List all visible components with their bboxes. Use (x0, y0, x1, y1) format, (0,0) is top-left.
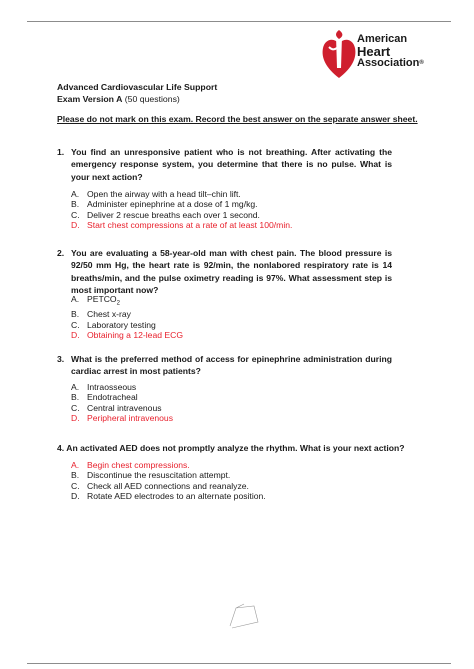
exam-question-count: (50 questions) (122, 94, 180, 104)
bottom-rule (27, 663, 451, 664)
question-text: You are evaluating a 58-year-old man with chest pain. The blood pressure is 92/50 mm Hg, the heart rate is 92/min, the nonlabored respiratory rate is 14 breaths/min, and the pulse oximetry reading is 97%. What assessment step is most important now? (71, 248, 392, 296)
option-a[interactable]: A. $PETCO_2$ (71, 294, 120, 307)
question-number: 4. (57, 443, 65, 453)
pen-scribble-mark (224, 600, 264, 632)
question-4 (57, 443, 404, 453)
option-d-correct[interactable]: D. Start chest compressions at a rate of at least 100/min. (71, 220, 293, 231)
question-number: 1. (57, 147, 65, 157)
option-b[interactable]: B. Chest x-ray (71, 309, 131, 320)
question-2-options (71, 294, 183, 340)
question-4-options (71, 460, 266, 502)
question-text: An activated AED does not promptly analyze the rhythm. What is your next action? (66, 443, 405, 453)
logo-line-2: Heart (357, 44, 391, 59)
question-1-options (71, 189, 292, 231)
option-b[interactable]: B. Discontinue the resuscitation attempt. (71, 470, 231, 481)
exam-instruction: Please do not mark on this exam. Record the best answer on the separate answer sheet. (57, 114, 418, 124)
option-d-correct[interactable]: D. Peripheral intravenous (71, 413, 173, 424)
question-number: 3. (57, 354, 65, 364)
option-b[interactable]: B. Administer epinephrine at a dose of 1 mg/kg. (71, 199, 258, 210)
question-number: 2. (57, 248, 65, 258)
question-3 (57, 353, 392, 378)
option-c[interactable]: C. Deliver 2 rescue breaths each over 1 second. (71, 209, 260, 220)
top-rule (27, 21, 451, 22)
registered-mark: ® (419, 60, 424, 66)
aha-wordmark (357, 34, 424, 69)
exam-version-label: Exam Version A (57, 94, 123, 104)
option-b[interactable]: B. Endotracheal (71, 392, 138, 403)
logo-line-1: American (357, 33, 408, 45)
course-title: Advanced Cardiovascular Life Support (57, 82, 218, 92)
question-1 (57, 146, 392, 183)
question-2 (57, 247, 392, 297)
question-text: You find an unresponsive patient who is not breathing. After activating the emergency response system, you determine that there is no pulse. What is your next action? (71, 147, 392, 182)
question-text: What is the preferred method of access for epinephrine administration during cardiac arrest in most patients? (71, 354, 392, 377)
logo-line-3: Association (357, 57, 420, 69)
option-a-correct[interactable]: A. Begin chest compressions. (71, 460, 190, 470)
option-c[interactable]: C. Laboratory testing (71, 319, 156, 330)
exam-version (57, 94, 180, 104)
question-3-options (71, 382, 173, 424)
option-d[interactable]: D. Rotate AED electrodes to an alternate position. (71, 491, 266, 502)
option-a[interactable]: A. Intraosseous (71, 382, 137, 392)
option-c[interactable]: C. Central intravenous (71, 402, 162, 413)
option-a[interactable]: A. Open the airway with a head tilt–chin lift. (71, 189, 241, 199)
option-d-correct[interactable]: D. Obtaining a 12-lead ECG (71, 329, 184, 340)
option-c[interactable]: C. Check all AED connections and reanalyze. (71, 480, 249, 491)
